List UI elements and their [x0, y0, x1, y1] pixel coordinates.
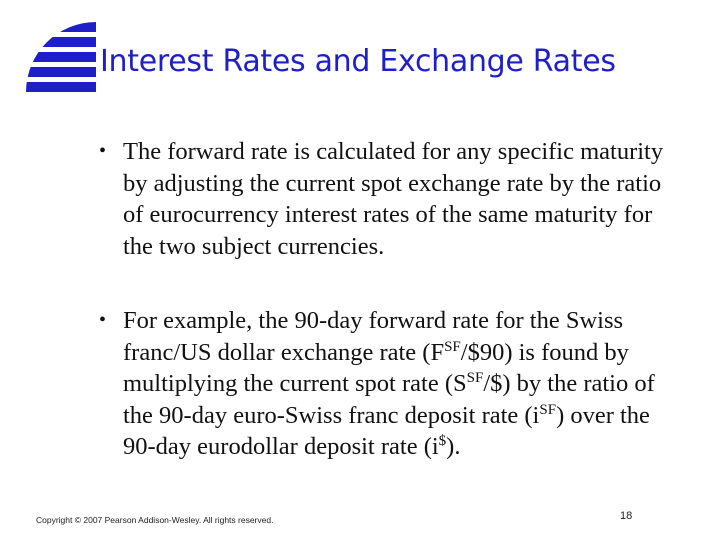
bullet-text-part: /$) by the ratio of the 90-day euro-Swiss franc deposit rate (i: [123, 370, 655, 429]
superscript-sf: SF: [539, 401, 557, 418]
striped-sphere-logo-icon: [18, 22, 98, 92]
slide-title: Interest Rates and Exchange Rates: [100, 44, 616, 79]
bullet-text-part: ).: [446, 433, 461, 460]
bullet-dot-icon: •: [99, 309, 107, 331]
bullet-item-2: [99, 305, 683, 463]
bullet-text: The forward rate is calculated for any specific maturity by adjusting the current spot exchange rate by the ratio of eurocurrency interest rates of the same maturity for the two subject currencies.: [123, 138, 664, 260]
superscript-sf: SF: [466, 370, 484, 386]
bullet-text-part: ) over the 90-day eurodollar deposit rate (i: [123, 401, 650, 460]
bullet-text-part: For example, the 90-day forward rate for the Swiss franc/US dollar exchange rate (F: [123, 307, 624, 366]
page-number: 18: [620, 510, 633, 522]
copyright-footer: Copyright © 2007 Pearson Addison-Wesley. All rights reserved.: [36, 515, 274, 525]
bullet-text-part: /$90) is found by multiplying the current spot rate (S: [123, 338, 629, 397]
bullet-dot-icon: •: [99, 140, 107, 162]
superscript-sf: SF: [444, 338, 461, 355]
superscript-dollar: $: [438, 433, 447, 449]
bullet-item-1: [99, 136, 683, 262]
